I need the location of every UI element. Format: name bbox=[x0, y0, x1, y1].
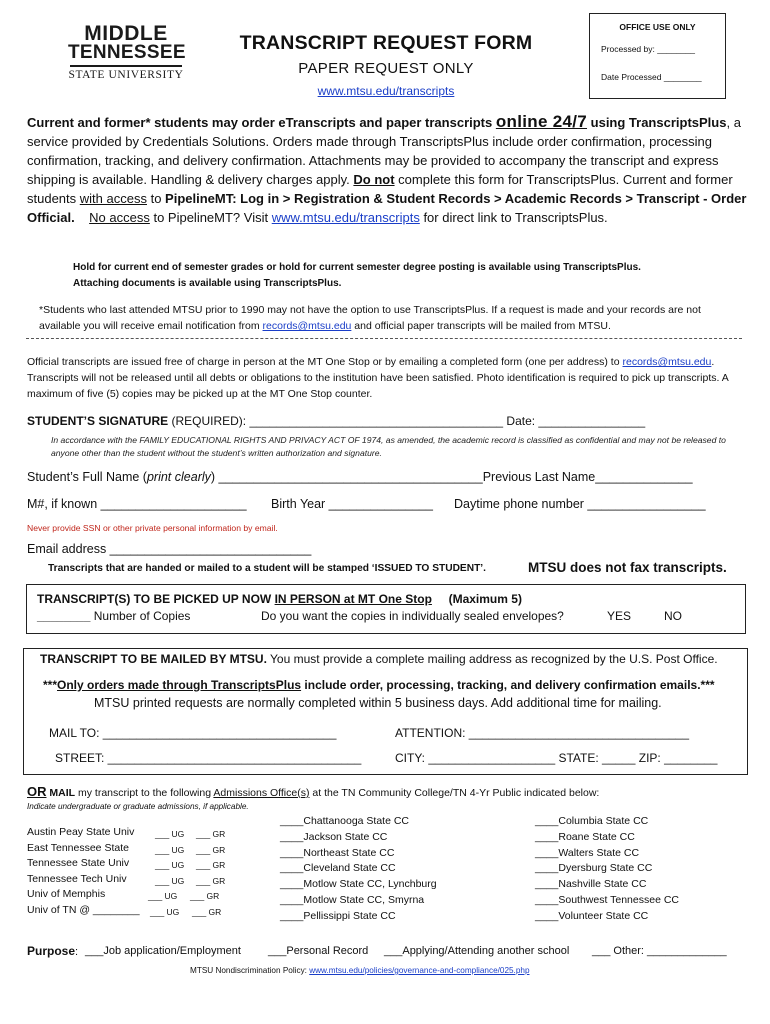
pickup-heading-text: TRANSCRIPT(S) TO BE PICKED UP NOW bbox=[37, 592, 275, 606]
stamped-notice: Transcripts that are handed or mailed to a student will be stamped ‘ISSUED TO STUDENT’. bbox=[48, 563, 486, 574]
college-option[interactable]: ____Jackson State CC bbox=[280, 830, 388, 843]
pipeline-path: PipelineMT: Log in > Registration & Student Records > Academic Records > Transcript - Order Official. bbox=[27, 191, 747, 225]
nondiscrimination-policy-link[interactable]: www.mtsu.edu/policies/governance-and-compliance/025.php bbox=[309, 966, 530, 975]
full-name-field[interactable] bbox=[27, 470, 693, 484]
ug-option[interactable]: ___ UG bbox=[150, 906, 180, 917]
gr-option[interactable]: ___ GR bbox=[192, 906, 222, 917]
college-option[interactable]: ____Motlow State CC, Smyrna bbox=[280, 893, 425, 906]
intro-transcripts-link[interactable]: www.mtsu.edu/transcripts bbox=[271, 210, 420, 225]
print-clearly-text: print clearly bbox=[146, 470, 211, 484]
university-row[interactable] bbox=[27, 887, 247, 903]
date-processed-field: Date Processed ________ bbox=[601, 72, 702, 82]
ug-option[interactable]: ___ UG bbox=[148, 891, 178, 901]
college-option[interactable]: ____Volunteer State CC bbox=[535, 909, 649, 922]
copies-blank: ________ bbox=[37, 609, 91, 623]
ug-option[interactable]: ___ UG bbox=[155, 860, 185, 870]
intro-body-3: to bbox=[146, 191, 166, 206]
form-subtitle: PAPER REQUEST ONLY bbox=[298, 60, 474, 77]
attention-field[interactable]: ATTENTION: _________________________________ bbox=[395, 726, 690, 740]
official-transcripts-paragraph bbox=[27, 354, 745, 402]
admissions-office-text: Admissions Office(s) bbox=[213, 787, 310, 799]
signature-label: STUDENT’S SIGNATURE bbox=[27, 414, 169, 428]
confirmation-text: include order, processing, tracking, and delivery confirmation emails.*** bbox=[301, 678, 715, 692]
intro-paragraph bbox=[27, 112, 747, 227]
only-orders-text: Only orders made through TranscriptsPlus bbox=[57, 678, 302, 692]
college-option[interactable]: ____Cleveland State CC bbox=[280, 862, 396, 875]
colleges-middle-list bbox=[280, 814, 437, 925]
copies-label: Number of Copies bbox=[90, 609, 191, 623]
pickup-heading bbox=[37, 592, 522, 606]
ug-option[interactable]: ___ UG bbox=[155, 844, 185, 855]
university-name: Univ of TN @ ________ bbox=[27, 903, 140, 916]
intro-lead: Current and former* students may order eTranscripts and paper transcripts bbox=[27, 115, 496, 130]
purpose-label bbox=[27, 944, 78, 958]
purpose-colon: : bbox=[75, 946, 79, 958]
college-option[interactable]: ____Chattanooga State CC bbox=[280, 815, 410, 827]
m-number-field[interactable]: M#, if known _____________________ bbox=[27, 497, 247, 511]
office-use-heading: OFFICE USE ONLY bbox=[619, 22, 696, 32]
university-row[interactable] bbox=[27, 903, 247, 919]
university-row[interactable] bbox=[27, 825, 247, 841]
do-not-text: Do not bbox=[353, 172, 395, 187]
city-state-zip-field[interactable]: CITY: ___________________ STATE: _____ ZIP: ________ bbox=[395, 751, 718, 765]
university-row[interactable] bbox=[27, 841, 247, 857]
official-text: Official transcripts are issued free of charge in person at the MT One Stop or by emailing a completed form (one per address) to bbox=[27, 356, 623, 368]
intro-body-4: to PipelineMT? Visit bbox=[149, 210, 272, 225]
college-option[interactable]: ____Roane State CC bbox=[535, 830, 635, 843]
official-text-end: . Transcripts will not be released until all debts or obligations to the institution have been satisfied. Photo identification is required to pick up transcripts. A maximum of five (5) copies may be picked up at the MT One Stop counter. bbox=[27, 356, 729, 400]
form-title: TRANSCRIPT REQUEST FORM bbox=[239, 32, 533, 54]
copies-field[interactable] bbox=[37, 609, 190, 623]
mailed-heading bbox=[40, 652, 718, 666]
college-option[interactable]: ____Motlow State CC, Lynchburg bbox=[280, 878, 437, 891]
note-text: *Students who last attended MTSU prior to 1990 may not have the option to use TranscriptsPlus. If a request is made and your records are not available you will receive email notification from bbox=[39, 304, 701, 332]
or-mail-heading bbox=[27, 784, 599, 799]
ug-option[interactable]: ___ UG bbox=[155, 875, 185, 886]
street-field[interactable]: STREET: ______________________________________ bbox=[55, 751, 362, 765]
university-row[interactable] bbox=[27, 856, 247, 872]
university-name: Univ of Memphis bbox=[27, 888, 106, 900]
hold-text: Hold for current end of semester grades or hold for current semester degree posting is available bbox=[73, 262, 534, 273]
in-person-text: IN PERSON at MT One Stop bbox=[274, 592, 432, 606]
college-option[interactable]: ____Pellissippi State CC bbox=[280, 909, 396, 922]
yes-option[interactable]: YES bbox=[607, 609, 632, 623]
email-address-field[interactable]: Email address _____________________________ bbox=[27, 542, 312, 556]
note-text-end: and official paper transcripts will be mailed from MTSU. bbox=[351, 320, 611, 332]
colleges-right-list bbox=[535, 814, 679, 925]
mailed-heading-text: You must provide a complete mailing address as recognized by the U.S. Post Office. bbox=[266, 652, 718, 666]
intro-gap bbox=[75, 210, 89, 225]
previous-last-name-field: ) ______________________________________Previous Last Name______________ bbox=[210, 470, 693, 484]
logo-line-3: STATE UNIVERSITY bbox=[68, 69, 184, 81]
college-option[interactable]: ____Dyersburg State CC bbox=[535, 862, 653, 875]
or-text: OR bbox=[27, 784, 47, 799]
intro-transcriptsplus: using TranscriptsPlus bbox=[587, 115, 727, 130]
mail-text: MAIL bbox=[46, 787, 76, 799]
university-row[interactable] bbox=[27, 872, 247, 888]
gr-option[interactable]: ___ GR bbox=[196, 860, 226, 870]
nondiscrimination-footer bbox=[190, 966, 530, 975]
mtsu-logo bbox=[68, 24, 184, 81]
official-records-email-link[interactable]: records@mtsu.edu bbox=[622, 356, 712, 368]
purpose-applying-option[interactable]: ___Applying/Attending another school bbox=[384, 945, 570, 957]
signature-required: (REQUIRED) bbox=[168, 414, 243, 428]
office-use-box bbox=[589, 13, 726, 99]
mailed-heading-bold: TRANSCRIPT TO BE MAILED BY MTSU. bbox=[40, 652, 267, 666]
no-option[interactable]: NO bbox=[664, 609, 682, 623]
intro-body-2: complete this form for TranscriptsPlus. Current and former students bbox=[27, 172, 733, 206]
gr-option[interactable]: ___ GR bbox=[196, 875, 226, 886]
transcriptsplus-note bbox=[43, 678, 715, 692]
transcripts-link[interactable]: www.mtsu.edu/transcripts bbox=[317, 84, 455, 98]
indicate-note: Indicate undergraduate or graduate admissions, if applicable. bbox=[27, 802, 249, 811]
universities-list bbox=[27, 825, 247, 918]
printed-requests-note: MTSU printed requests are normally completed within 5 business days. Add additional time for mailing. bbox=[94, 696, 662, 710]
ferpa-notice: In accordance with the FAMILY EDUCATIONAL RIGHTS AND PRIVACY ACT OF 1974, as amended, the academic record is classified as confidential and may not be released to anyone other than the student without the student’s written authorization and signature. bbox=[51, 435, 726, 458]
gr-option[interactable]: ___ GR bbox=[196, 844, 226, 855]
maximum-text: (Maximum 5) bbox=[431, 592, 522, 606]
college-option[interactable]: ____Nashville State CC bbox=[535, 878, 647, 891]
birth-year-field[interactable]: Birth Year _______________ bbox=[271, 497, 433, 511]
university-name: East Tennessee State bbox=[27, 841, 129, 854]
signature-blanks: : ______________________________________ Date: ________________ bbox=[242, 414, 646, 428]
ug-option[interactable]: ___ UG bbox=[155, 829, 185, 839]
intro-body: , a service provided by Credentials Solutions. Orders made through TranscriptsPlus include order confirmation, processing confirmation, tracking, and delivery confirmation. Attachments may be provided to accompany the transcript and express shipping is available. Handling & delivery charges apply. bbox=[27, 115, 741, 187]
signature-line[interactable] bbox=[27, 414, 645, 428]
asterisks: *** bbox=[43, 678, 58, 692]
college-option[interactable]: ____Walters State CC bbox=[535, 846, 640, 859]
university-name: Tennessee Tech Univ bbox=[27, 872, 127, 885]
processed-by-field: Processed by: ________ bbox=[601, 44, 696, 54]
college-option[interactable]: ____Columbia State CC bbox=[535, 815, 649, 827]
hold-notice bbox=[73, 260, 733, 292]
purpose-personal-option[interactable]: ___Personal Record bbox=[268, 945, 369, 957]
university-name: Austin Peay State Univ bbox=[27, 826, 135, 838]
gr-option[interactable]: ___ GR bbox=[190, 891, 220, 901]
mail-to-field[interactable]: MAIL TO: ___________________________________ bbox=[49, 726, 337, 740]
intro-body-5: for direct link to TranscriptsPlus. bbox=[419, 210, 608, 225]
dashed-divider bbox=[26, 338, 742, 339]
no-fax-notice: MTSU does not fax transcripts. bbox=[528, 560, 727, 575]
online-highlight: online 24/7 bbox=[495, 112, 588, 131]
gr-option[interactable]: ___ GR bbox=[196, 829, 226, 839]
or-mail-text: my transcript to the following bbox=[75, 787, 214, 799]
ssn-warning: Never provide SSN or other private personal information by email. bbox=[27, 523, 278, 533]
or-mail-text-end: at the TN Community College/TN 4-Yr Public indicated below: bbox=[309, 787, 600, 799]
hold-line-1 bbox=[73, 260, 733, 276]
records-email-link[interactable]: records@mtsu.edu bbox=[262, 320, 352, 332]
daytime-phone-field[interactable]: Daytime phone number _________________ bbox=[454, 497, 706, 511]
purpose-other-option[interactable]: ___ Other: _____________ bbox=[592, 945, 727, 957]
full-name-label: Student’s Full Name ( bbox=[27, 470, 147, 484]
hold-line-2: Attaching documents is available using TranscriptsPlus. bbox=[73, 278, 342, 289]
college-option[interactable]: ____Southwest Tennessee CC bbox=[535, 893, 679, 906]
logo-rule bbox=[70, 65, 182, 67]
university-name: Tennessee State Univ bbox=[27, 857, 130, 869]
logo-line-2: TENNESSEE bbox=[68, 42, 186, 63]
logo-line-1: MIDDLE bbox=[84, 22, 168, 45]
footer-label: MTSU Nondiscrimination Policy: bbox=[190, 966, 310, 975]
sealed-envelopes-question: Do you want the copies in individually sealed envelopes? bbox=[261, 609, 564, 623]
purpose-label-text: Purpose bbox=[27, 944, 76, 958]
purpose-job-option[interactable]: ___Job application/Employment bbox=[85, 945, 241, 957]
with-access-text: with access bbox=[79, 191, 147, 206]
college-option[interactable]: ____Northeast State CC bbox=[280, 846, 395, 859]
pre-1990-note bbox=[39, 302, 739, 334]
hold-text-end: using TranscriptsPlus. bbox=[533, 262, 641, 273]
no-access-text: No access bbox=[89, 210, 150, 225]
